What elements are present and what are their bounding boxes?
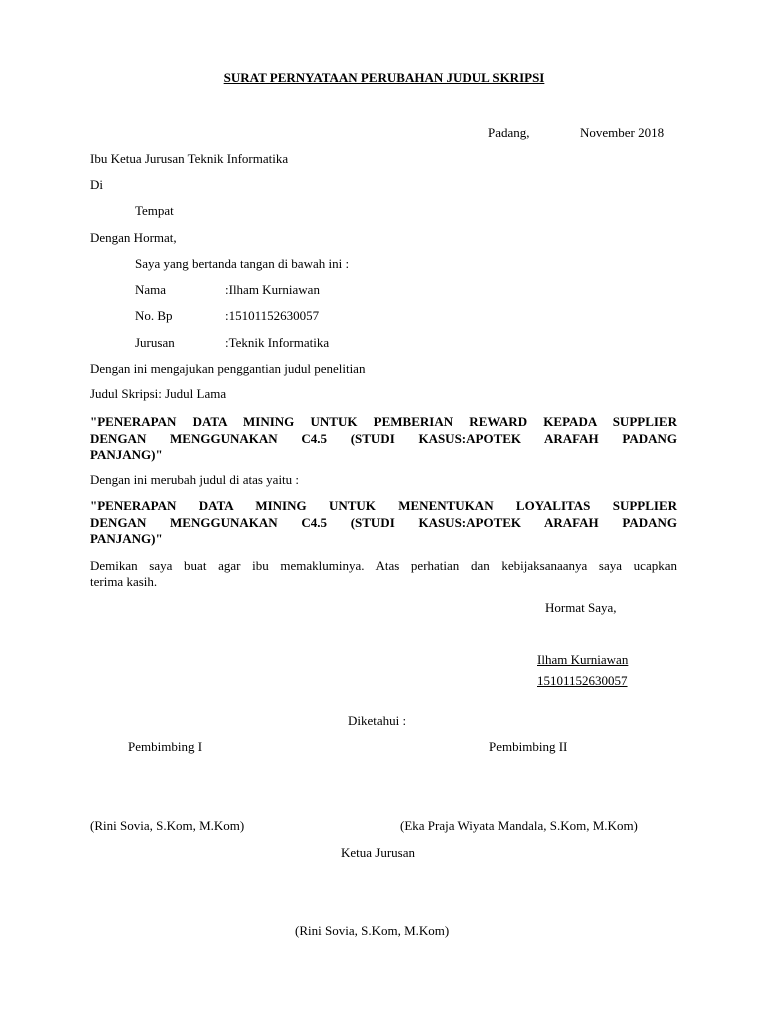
letter-title: SURAT PERNYATAAN PERUBAHAN JUDUL SKRIPSI: [223, 70, 545, 85]
request-text: Dengan ini mengajukan penggantian judul penelitian: [90, 361, 366, 376]
identity-label-name: Nama: [135, 282, 167, 297]
head-role: Ketua Jurusan: [341, 845, 416, 860]
closing-line-2: terima kasih.: [90, 574, 158, 589]
intro-text: Saya yang bertanda tangan di bawah ini :: [135, 256, 350, 271]
acknowledged-text: Diketahui :: [348, 713, 407, 728]
new-title-line-3: PANJANG)": [90, 531, 163, 546]
greeting-text: Dengan Hormat,: [90, 230, 177, 245]
identity-label-bp: No. Bp: [135, 308, 173, 323]
identity-label-jurusan: Jurusan: [135, 335, 175, 350]
date-text: November 2018: [580, 125, 665, 140]
advisor-1-name: (Rini Sovia, S.Kom, M.Kom): [90, 818, 245, 833]
new-title-line-2: DENGAN MENGGUNAKAN C4.5 (STUDI KASUS:APOTEK ARAFAH PADANG: [90, 515, 677, 530]
advisor-2-name: (Eka Praja Wiyata Mandala, S.Kom, M.Kom): [400, 818, 638, 833]
new-title-line-1: "PENERAPAN DATA MINING UNTUK MENENTUKAN LOYALITAS SUPPLIER: [90, 498, 677, 513]
identity-value-jurusan: :Teknik Informatika: [225, 335, 330, 350]
advisor-1-role: Pembimbing I: [128, 739, 203, 754]
advisor-2-role: Pembimbing II: [489, 739, 568, 754]
identity-value-name: :Ilham Kurniawan: [225, 282, 320, 297]
signer-id: 15101152630057: [537, 673, 628, 688]
signer-name: Ilham Kurniawan: [537, 652, 629, 667]
old-title-line-2: DENGAN MENGGUNAKAN C4.5 (STUDI KASUS:APOTEK ARAFAH PADANG: [90, 431, 677, 446]
signoff-text: Hormat Saya,: [545, 600, 617, 615]
change-text: Dengan ini merubah judul di atas yaitu :: [90, 472, 300, 487]
old-title-line-3: PANJANG)": [90, 447, 163, 462]
closing-line-1: Demikan saya buat agar ibu memakluminya. Atas perhatian dan kebijaksanaanya saya ucapkan: [90, 558, 677, 573]
place-text: Padang,: [488, 125, 530, 140]
old-title-label: Judul Skripsi: Judul Lama: [90, 386, 227, 401]
recipient-line-1: Ibu Ketua Jurusan Teknik Informatika: [90, 151, 289, 166]
recipient-line-3: Tempat: [135, 203, 174, 218]
old-title-line-1: "PENERAPAN DATA MINING UNTUK PEMBERIAN REWARD KEPADA SUPPLIER: [90, 414, 677, 429]
head-name: (Rini Sovia, S.Kom, M.Kom): [295, 923, 450, 938]
identity-value-bp: :15101152630057: [225, 308, 320, 323]
recipient-line-2: Di: [90, 177, 103, 192]
